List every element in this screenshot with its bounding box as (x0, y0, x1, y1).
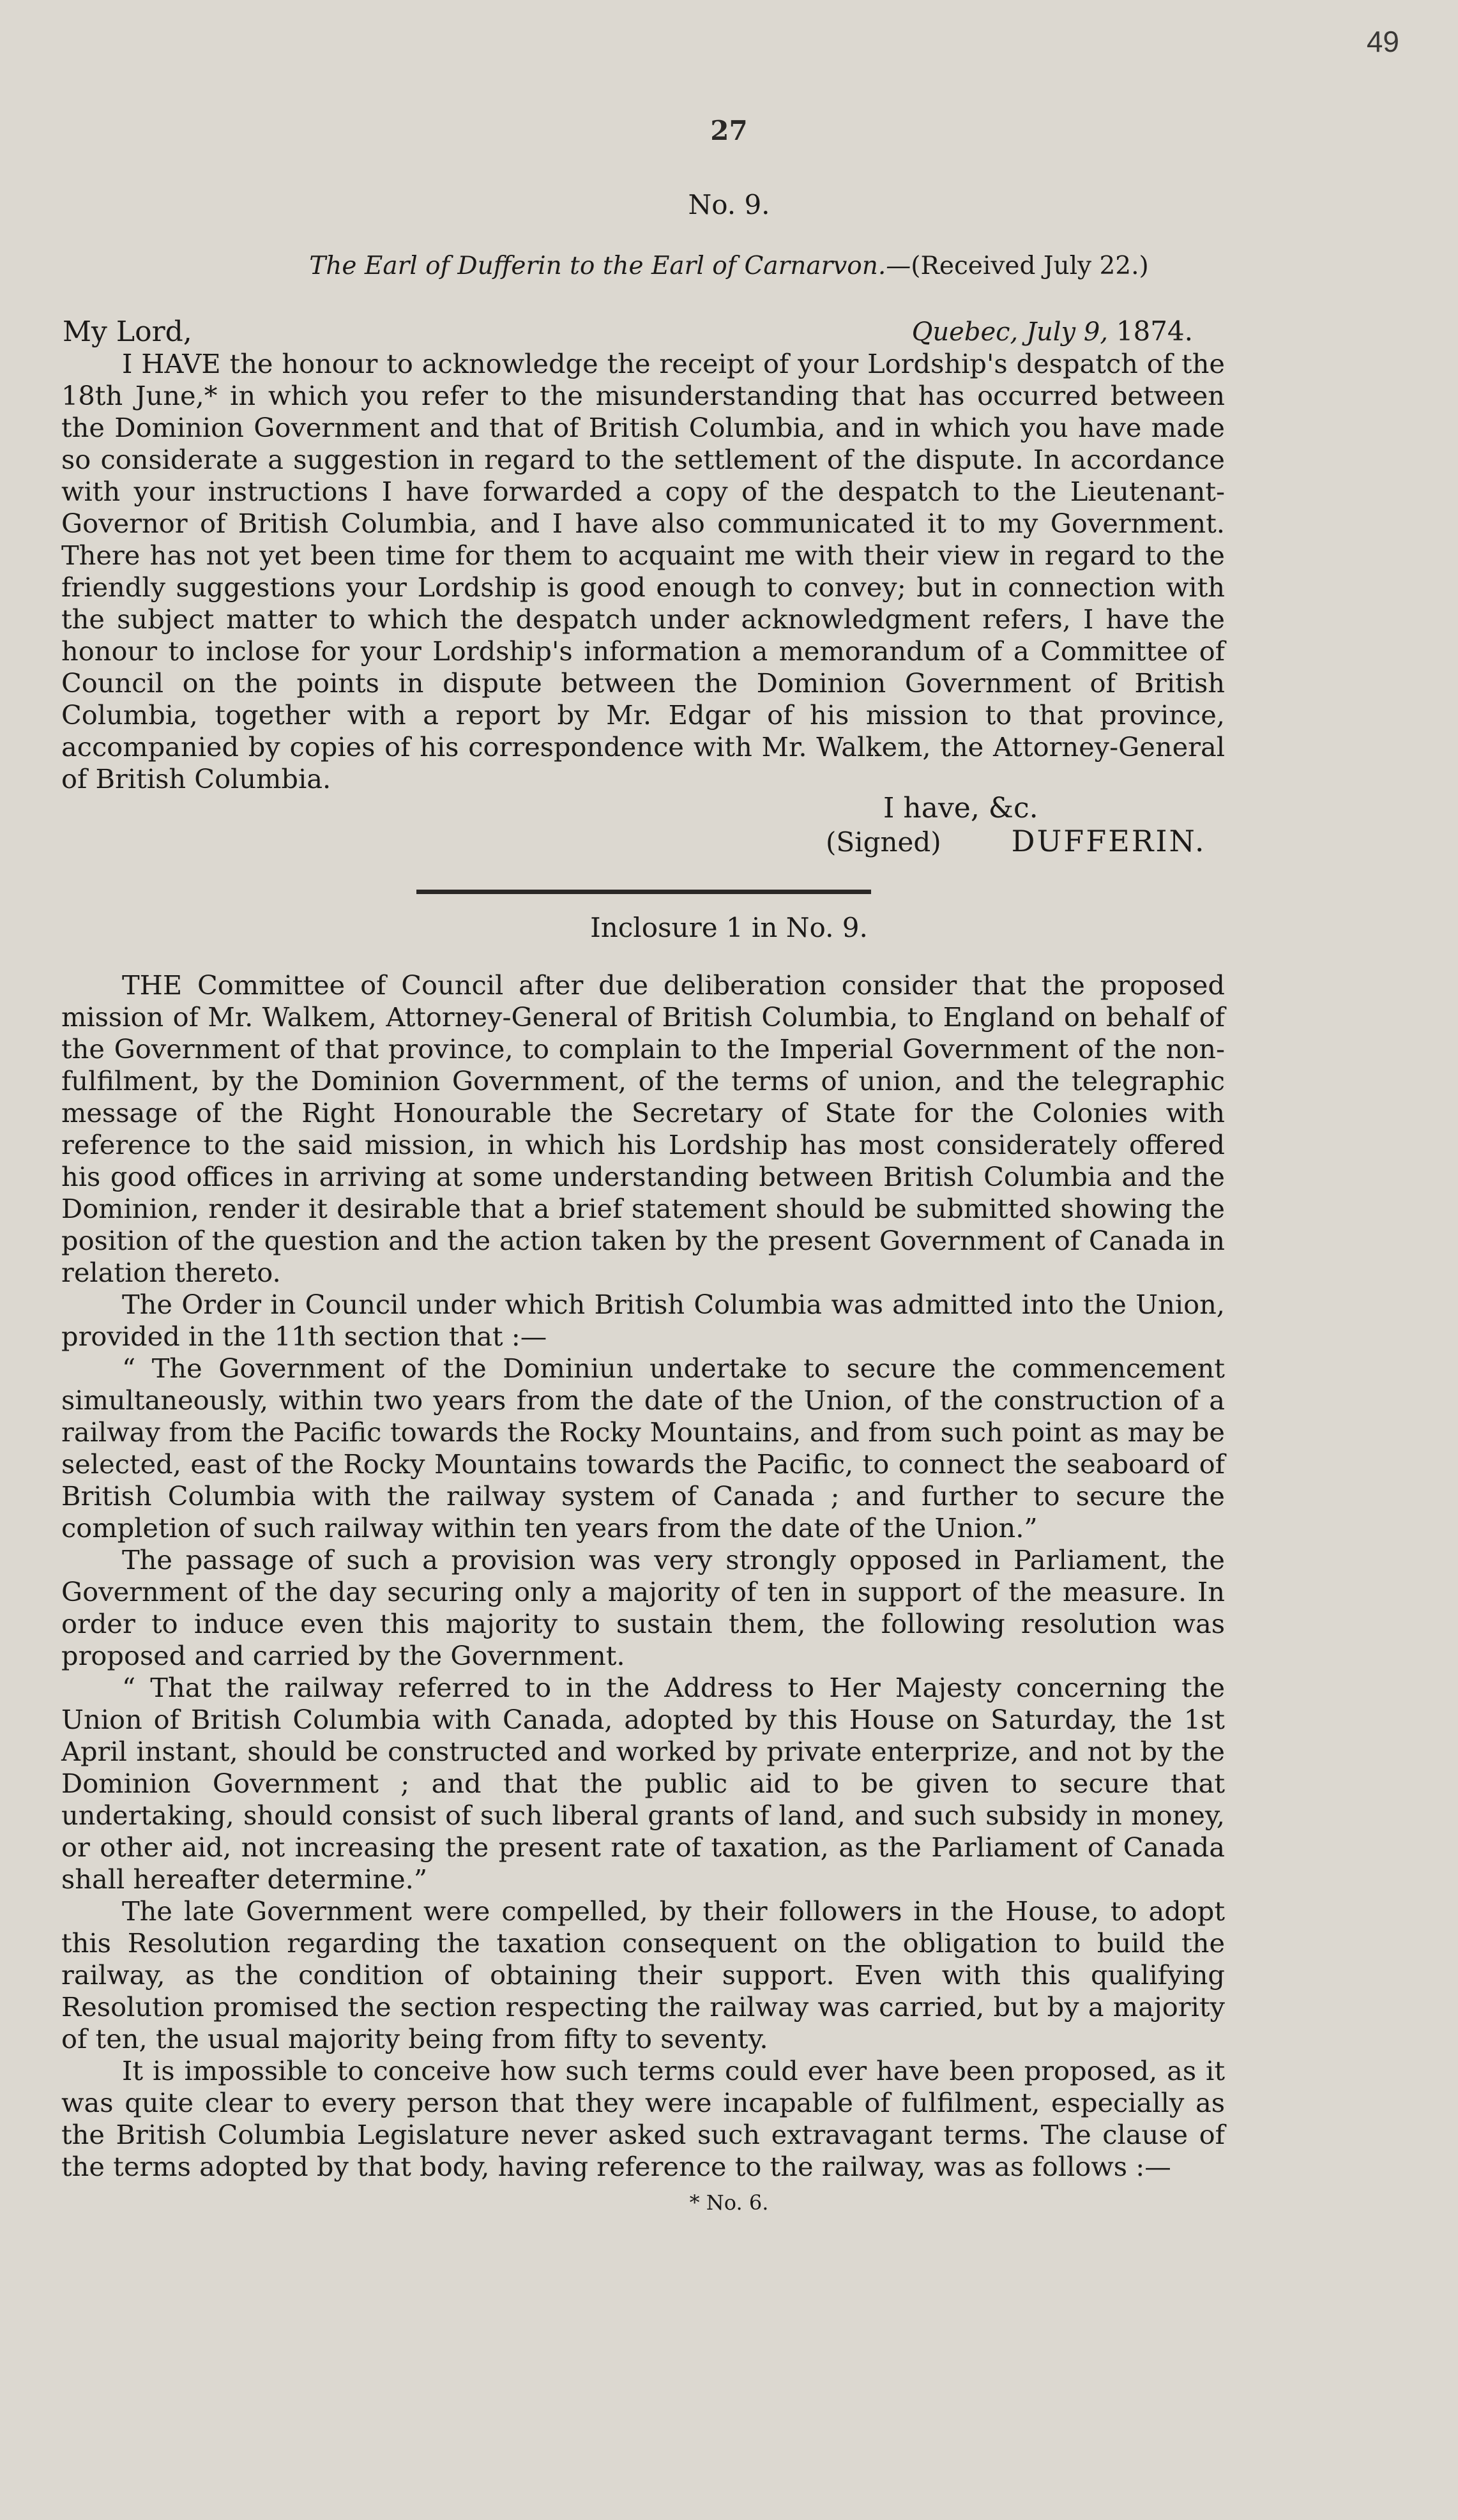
inclosure-quote-2: “ That the railway referred to in the Address to Her Majesty concerning the Union of British Columbia with Canada, adopted by this House on Saturday, the 1st April instant, should be constructed and worked by private enterprize, and not by the Dominion Government ; and that the public aid to be given to secure that undertaking, should consist of such liberal grants of land, and such subsidy in money, or other aid, not increasing the present rate of taxation, as the Parliament of Canada shall hereafter determine.” (61, 1672, 1225, 1895)
footnote: * No. 6. (689, 2190, 769, 2215)
signature-name: DUFFERIN. (1011, 824, 1206, 858)
letter-paragraph: I HAVE the honour to acknowledge the receipt of your Lordship's despatch of the 18th June,* in which you refer to the misunderstanding that has occurred between the Dominion Government and that of British Columbia, and in which you have made so considerate a suggestion in regard to the settlement of the dispute. In accordance with your instructions I have forwarded a copy of the despatch to the Lieutenant-Governor of British Columbia, and I have also communicated it to my Government. There has not yet been time for them to acquaint me with their view in regard to the friendly suggestions your Lordship is good enough to convey; but in connection with the subject matter to which the despatch under acknowledgment refers, I have the honour to inclose for your Lordship's information a memorandum of a Committee of Council on the points in dispute between the Dominion Government of British Columbia, together with a report by Mr. Edgar of his mission to that province, accompanied by copies of his correspondence with Mr. Walkem, the Attorney-General of British Columbia. (61, 348, 1225, 794)
signature-line (826, 824, 1206, 858)
letter-body (61, 348, 1225, 795)
salutation: My Lord, (63, 315, 192, 348)
inclosure-paragraph-4: The late Government were compelled, by their followers in the House, to adopt this Resolution regarding the taxation consequent on the obligation to build the railway, as the condition of obtaining their support. Even with this qualifying Resolution promised the section respecting the railway was carried, but by a majority of ten, the usual majority being from fifty to seventy. (61, 1895, 1225, 2054)
inclosure-body (61, 969, 1225, 2183)
place-date-text: Quebec, July 9, (911, 317, 1109, 347)
salutation-row (63, 315, 1193, 348)
letter-year: 1874. (1116, 315, 1193, 347)
document-number: No. 9. (688, 189, 770, 220)
inclosure-paragraph-2: The Order in Council under which British Columbia was admitted into the Union, provided in the 11th section that :— (61, 1289, 1225, 1352)
inclosure-quote-1: “ The Government of the Dominiun undertake to secure the commencement simultaneously, within two years from the date of the Union, of the construction of a railway from the Pacific towards the Rocky Mountains, and from such point as may be selected, east of the Rocky Mountains towards the Pacific, to connect the seaboard of British Columbia with the railway system of Canada ; and further to secure the completion of such railway within ten years from the date of the Union.” (61, 1353, 1225, 1544)
original-page-number: 27 (710, 115, 748, 146)
inclosure-paragraph-1: THE Committee of Council after due deliberation consider that the proposed mission of Mr. Walkem, Attorney-General of British Columbia, to England on behalf of the Government of that province, to complain to the Imperial Government of the non-fulfilment, by the Dominion Government, of the terms of union, and the telegraphic message of the Right Honourable the Secretary of State for the Colonies with reference to the said mission, in which his Lordship has most considerately offered his good offices in arriving at some understanding between British Columbia and the Dominion, render it desirable that a brief statement should be submitted showing the position of the question and the action taken by the present Government of Canada in relation thereto. (61, 969, 1225, 1288)
place-date (912, 315, 1193, 348)
received-date: (Received July 22.) (911, 252, 1149, 280)
subtitle-text: The Earl of Dufferin to the Earl of Carnarvon.— (309, 252, 911, 280)
inclosure-paragraph-5: It is impossible to conceive how such terms could ever have been proposed, as it was quite clear to every person that they were incapable of fulfilment, especially as the British Columbia Legislature never asked such extravagant terms. The clause of the terms adopted by that body, having reference to the railway, was as follows :— (61, 2055, 1225, 2182)
closing: I have, &c. (883, 792, 1038, 824)
inclosure-paragraph-3: The passage of such a provision was very strongly opposed in Parliament, the Government of the day securing only a majority of ten in support of the measure. In order to induce even this majority to sustain them, the following resolution was proposed and carried by the Government. (61, 1544, 1225, 1671)
inclosure-title: Inclosure 1 in No. 9. (590, 912, 868, 943)
section-divider (416, 890, 871, 894)
page-number: 49 (1366, 25, 1399, 58)
document-subtitle (0, 252, 1458, 280)
signed-label: (Signed) (826, 826, 941, 858)
